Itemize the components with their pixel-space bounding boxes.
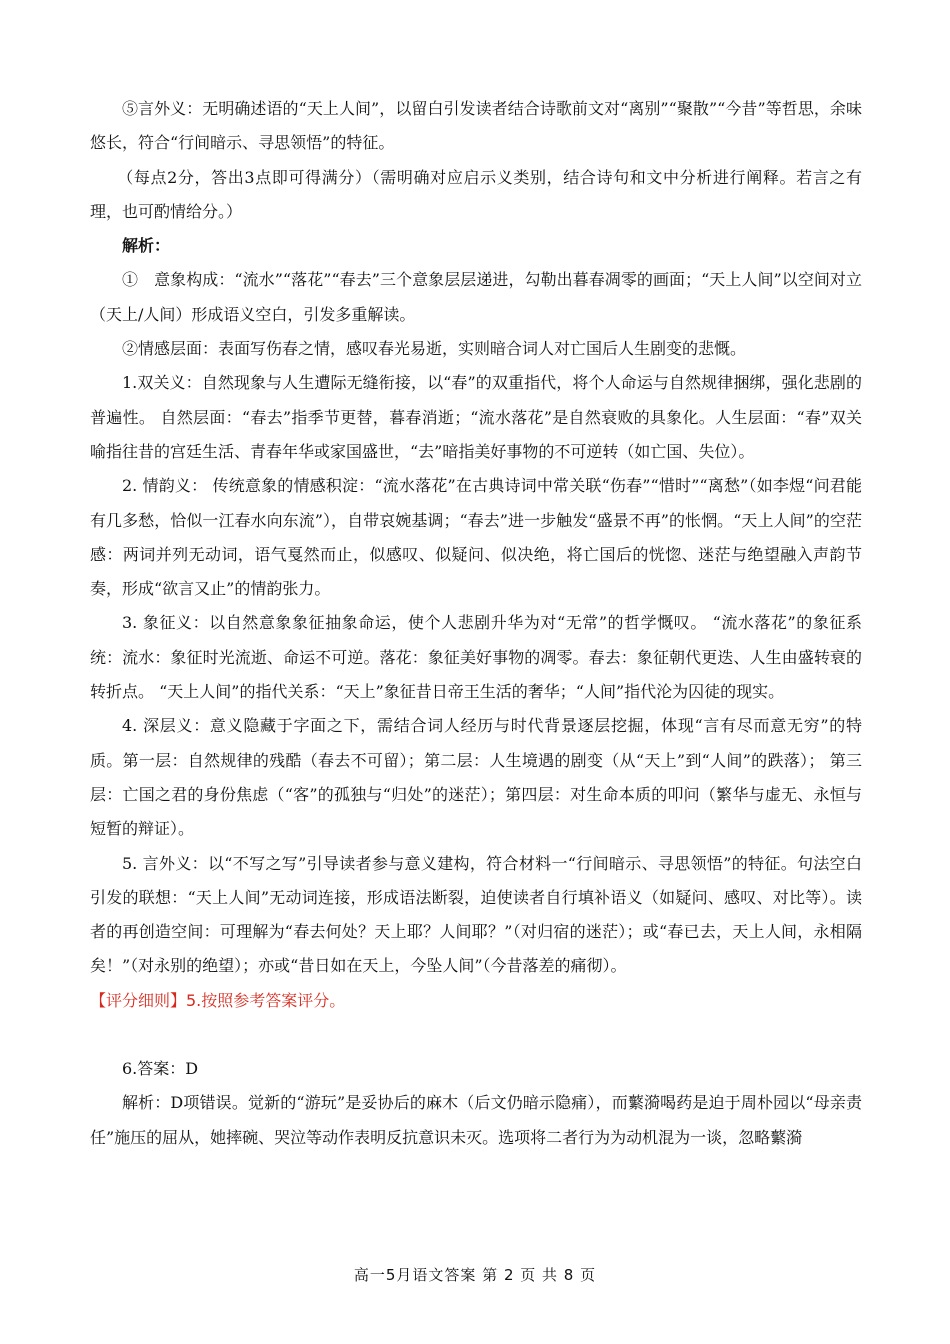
paragraph-symbolic-meaning: 3. 象征义：以自然意象象征抽象命运，使个人悲剧升华为对“无常”的哲学慨叹。 “流水落花”的象征系统：流水：象征时光流逝、命运不可逆。落花：象征美好事物的凋零。春去：象征朝代更迭、人生由盛转衰的转折点。 “天上人间”的指代关系：“天上”象征昔日帝王生活的奢华；“人间”指代沦为囚徒的现实。 xyxy=(90,613,862,702)
question-6-analysis: 解析：D项错误。觉新的“游玩”是妥协后的麻木（后文仍暗示隐痛），而蘩漪喝药是迫于周朴园以“母亲责任”施压的屈从，她摔碗、哭泣等动作表明反抗意识未灭。选项将二者行为为动机混为一谈，忽略蘩漪 xyxy=(90,1093,862,1147)
question-6-answer: 6.答案：D xyxy=(122,1059,199,1079)
analysis-heading: 解析： xyxy=(122,236,171,256)
answer-content xyxy=(90,92,862,1155)
paragraph-deep-meaning: 4. 深层义：意义隐藏于字面之下，需结合词人经历与时代背景逐层挖掘，体现“言有尽而意无穷”的特质。第一层：自然规律的残酷（春去不可留）；第二层：人生境遇的剧变（从“天上”到“人间”的跌落）； 第三层：亡国之君的身份焦虑（“客”的孤独与“归处”的迷茫）；第四层：对生命本质的叩问（繁华与虚无、永恒与短暂的辩证）。 xyxy=(90,716,862,839)
page-footer: 高一5月语文答案 第 2 页 共 8 页 xyxy=(353,1266,597,1284)
paragraph-emotional-meaning: 2. 情韵义： 传统意象的情感积淀：“流水落花”在古典诗词中常关联“伤春”“惜时”“离愁”（如李煜“问君能有几多愁，恰似一江春水向东流”），自带哀婉基调；“春去”进一步触发“盛景不再”的怅惘。“天上人间”的空茫感：两词并列无动词，语气戛然而止，似感叹、似疑问、似决绝，将亡国后的恍惚、迷茫与绝望融入声韵节奏，形成“欲言又止”的情韵张力。 xyxy=(90,476,862,599)
scoring-note: （每点2分，答出3点即可得满分）（需明确对应启示义类别，结合诗句和文中分析进行阐释。若言之有理，也可酌情给分。） xyxy=(90,167,862,221)
paragraph-implied-meaning-5: ⑤言外义：无明确述语的“天上人间”，以留白引发读者结合诗歌前文对“离别”“聚散”“今昔”等哲思，余味悠长，符合“行间暗示、寻思领悟”的特征。 xyxy=(90,99,862,153)
paragraph-implied-meaning: 5. 言外义：以“不写之写”引导读者参与意义建构，符合材料一“行间暗示、寻思领悟”的特征。句法空白引发的联想：“天上人间”无动词连接，形成语法断裂，迫使读者自行填补语义（如疑问、感叹、对比等）。读者的再创造空间：可理解为“春去何处？天上耶？人间耶？”（对归宿的迷茫）；或“春已去，天上人间，永相隔矣！”（对永别的绝望）；亦或“昔日如在天上，今坠人间”（今昔落差的痛彻）。 xyxy=(90,853,862,976)
paragraph-imagery: ① 意象构成：“流水”“落花”“春去”三个意象层层递进，勾勒出暮春凋零的画面；“天上人间”以空间对立（天上/人间）形成语义空白，引发多重解读。 xyxy=(90,270,862,324)
paragraph-emotion: ②情感层面：表面写伤春之情，感叹春光易逝，实则暗合词人对亡国后人生剧变的悲慨。 xyxy=(122,339,747,359)
rubric-note: 【评分细则】5.按照参考答案评分。 xyxy=(90,990,346,1010)
spacer xyxy=(90,1018,862,1052)
paragraph-pun-meaning: 1.双关义：自然现象与人生遭际无缝衔接，以“春”的双重指代，将个人命运与自然规律捆绑，强化悲剧的普遍性。 自然层面：“春去”指季节更替，暮春消逝；“流水落花”是自然衰败的具象化。人生层面：“春”双关喻指往昔的宫廷生活、青春年华或家国盛世，“去”暗指美好事物的不可逆转（如亡国、失位）。 xyxy=(90,373,862,461)
